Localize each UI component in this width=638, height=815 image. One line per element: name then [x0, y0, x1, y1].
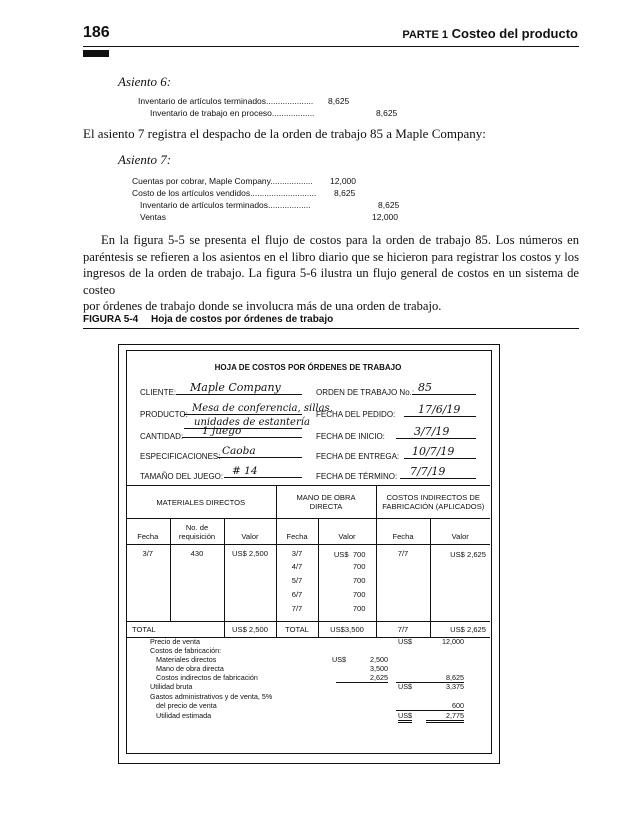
gastos-admin-label-2: del precio de venta: [156, 701, 217, 710]
cliente-label: CLIENTE:: [140, 388, 177, 397]
gastos-admin-label: Gastos administrativos y de venta, 5%: [150, 692, 273, 701]
costos-fabricacion-label: Costos de fabricación:: [150, 646, 222, 655]
cell-valor-mat: [224, 601, 276, 615]
asiento-6-line1: Inventario de artículos terminados....................: [138, 96, 314, 106]
asiento-7-line1-debit: 12,000: [330, 176, 356, 186]
tamano-label: TAMAÑO DEL JUEGO:: [140, 472, 224, 481]
cell-requisicion: [170, 587, 224, 601]
cell-fecha-mo: 5/7: [276, 573, 318, 587]
cell-fecha-mo: 6/7: [276, 587, 318, 601]
utilidad-bruta-value: 3,375: [446, 682, 464, 691]
inicio-label: FECHA DE INICIO:: [316, 432, 385, 441]
paragraph-line-4: por órdenes de trabajo donde se involucra más de una orden de trabajo.: [83, 299, 442, 313]
running-head: [402, 26, 578, 41]
figure-title: Hoja de costos por órdenes de trabajo: [150, 314, 334, 325]
cell-fecha-mo: 7/7: [276, 601, 318, 615]
column-header-valor-mat: Valor: [224, 519, 276, 545]
especificaciones-label: ESPECIFICACIONES:: [140, 452, 221, 461]
table-column-header-row: [126, 519, 490, 545]
asiento-7-line3: Inventario de artículos terminados..................: [140, 200, 311, 210]
part-title: Costeo del producto: [451, 26, 578, 41]
utilidad-bruta-label: Utilidad bruta: [150, 682, 193, 691]
table-group-header-row: [126, 486, 490, 519]
group-header-mano-obra: MANO DE OBRA DIRECTA: [276, 486, 376, 519]
page-number: 186: [83, 24, 110, 41]
total-value-mo: US$3,500: [318, 621, 376, 637]
cell-valor-ci: [430, 587, 490, 601]
group-header-materiales: MATERIALES DIRECTOS: [126, 486, 276, 519]
figure-label: FIGURA 5-4: [83, 314, 139, 325]
total-value-ci: US$ 2,625: [430, 621, 490, 637]
especificaciones-value: Caoba: [218, 445, 302, 458]
cell-fecha-mat: [126, 587, 170, 601]
mano-obra-value: 3,500: [370, 664, 388, 673]
column-header-valor-mo: Valor: [318, 519, 376, 545]
gastos-admin-value: 600: [396, 701, 464, 711]
group-header-costos-indirectos: COSTOS INDIRECTOS DE FABRICACIÓN (APLICADOS): [376, 486, 490, 519]
cell-valor-mo: 700: [318, 601, 376, 615]
asiento-7-line4: Ventas: [140, 212, 166, 222]
paragraph-line-2: paréntesis se refieren a los asientos en el libro diario que se hicieron para registrar los costos y los: [83, 249, 579, 264]
table-row: [126, 559, 490, 573]
total-label-mat: TOTAL: [126, 621, 224, 637]
asiento-6-line1-debit: 8,625: [328, 96, 350, 106]
orden-label: ORDEN DE TRABAJO No.:: [316, 388, 415, 397]
cell-fecha-mo: 4/7: [276, 559, 318, 573]
mano-obra-label: Mano de obra directa: [156, 664, 224, 673]
paragraph-line-1: En la figura 5-5 se presenta el flujo de costos para la orden de trabajo 85. Los números en: [101, 233, 579, 247]
table-row: [126, 545, 490, 560]
header-rule: [83, 46, 579, 47]
cell-fecha-mat: [126, 559, 170, 573]
utilidad-estimada-value: 2,775: [426, 711, 464, 723]
figure-caption-rule: [83, 328, 579, 329]
cell-requisicion: [170, 559, 224, 573]
producto-label: PRODUCTO:: [140, 410, 188, 419]
table-row: [126, 573, 490, 587]
pedido-label: FECHA DEL PEDIDO:: [316, 410, 396, 419]
table-row: [126, 587, 490, 601]
costos-indirectos-value: 2,625: [336, 673, 388, 683]
cell-valor-mo: 700: [318, 559, 376, 573]
cantidad-label: CANTIDAD:: [140, 432, 184, 441]
entrega-value: 10/7/19: [404, 445, 476, 459]
asiento-6-label: Asiento 6:: [118, 74, 172, 89]
total-date-ci: 7/7: [376, 621, 430, 637]
cell-valor-mat: [224, 587, 276, 601]
asiento-6-line2-credit: 8,625: [376, 108, 398, 118]
materiales-label: Materiales directos: [156, 655, 217, 664]
asiento-7-line3-credit: 8,625: [378, 200, 400, 210]
column-header-fecha-ci: Fecha: [376, 519, 430, 545]
asiento-7-line2-debit: 8,625: [334, 188, 356, 198]
utilidad-estimada-currency: US$: [398, 711, 412, 723]
column-header-fecha-mat: Fecha: [126, 519, 170, 545]
asiento-7-line1: Cuentas por cobrar, Maple Company..................: [132, 176, 313, 186]
cell-valor-ci: [430, 601, 490, 615]
utilidad-bruta-currency: US$: [398, 682, 412, 691]
cell-fecha-ci: [376, 587, 430, 601]
cell-fecha-ci: [376, 601, 430, 615]
producto-value-1: Mesa de conferencia, sillas,: [184, 403, 302, 415]
cell-requisicion: [170, 573, 224, 587]
asiento-6-line2: Inventario de trabajo en proceso..................: [150, 108, 315, 118]
inicio-value: 3/7/19: [396, 425, 476, 439]
table-row: [126, 601, 490, 615]
paragraph-line-3: ingresos de la orden de trabajo. La figura 5-6 ilustra un flujo general de costos en un sistema de costeo: [83, 266, 579, 297]
cell-requisicion: [170, 601, 224, 615]
costos-indirectos-label: Costos indirectos de fabricación: [156, 673, 258, 682]
column-header-fecha-mo: Fecha: [276, 519, 318, 545]
entrega-label: FECHA DE ENTREGA:: [316, 452, 400, 461]
utilidad-estimada-label: Utilidad estimada: [156, 711, 212, 720]
cell-valor-ci: [430, 573, 490, 587]
cliente-value: Maple Company: [176, 381, 302, 395]
cell-fecha-mo: 3/7: [276, 545, 318, 560]
precio-venta-currency: US$: [398, 637, 412, 646]
tamano-value: # 14: [224, 465, 302, 478]
sheet-title: HOJA DE COSTOS POR ÓRDENES DE TRABAJO: [214, 363, 402, 372]
cell-valor-mat: [224, 573, 276, 587]
pedido-value: 17/6/19: [404, 403, 476, 417]
cell-fecha-mat: [126, 573, 170, 587]
asiento-7-line4-credit: 12,000: [372, 212, 398, 222]
summary: [126, 630, 490, 750]
cell-valor-mat: US$ 2,500: [224, 545, 276, 560]
cantidad-value: 1 juego: [182, 425, 302, 438]
cell-valor-mo: US$ 700: [318, 545, 376, 560]
cell-fecha-ci: [376, 573, 430, 587]
total-value-mat: US$ 2,500: [224, 621, 276, 637]
cell-fecha-mat: 3/7: [126, 545, 170, 560]
table-body: [126, 545, 490, 622]
paragraph-asiento-7-intro: El asiento 7 registra el despacho de la orden de trabajo 85 a Maple Company:: [83, 126, 486, 141]
cell-fecha-ci: [376, 559, 430, 573]
asiento-7-line2: Costo de los artículos vendidos............................: [132, 188, 317, 198]
cell-fecha-ci: 7/7: [376, 545, 430, 560]
column-header-requisicion: No. de requisición: [170, 519, 224, 545]
termino-value: 7/7/19: [400, 465, 476, 479]
cell-valor-mo: 700: [318, 587, 376, 601]
materiales-currency: US$: [332, 655, 346, 664]
cell-valor-mo: 700: [318, 573, 376, 587]
total-label-mo: TOTAL: [276, 621, 318, 637]
part-label: PARTE 1: [402, 29, 448, 41]
asiento-7-label: Asiento 7:: [118, 152, 172, 167]
cell-requisicion: 430: [170, 545, 224, 560]
cell-valor-ci: US$ 2,625: [450, 549, 486, 559]
column-header-valor-ci: Valor: [430, 519, 490, 545]
producto-value-2: unidades de estantería: [184, 417, 302, 429]
cost-table: [126, 485, 490, 638]
costos-total-value: 8,625: [396, 673, 464, 683]
materiales-value: 2,500: [370, 655, 388, 664]
cell-valor-ci: [430, 559, 490, 573]
orden-value: 85: [412, 381, 476, 395]
cell-valor-mat: [224, 559, 276, 573]
precio-venta-value: 12,000: [442, 637, 464, 646]
termino-label: FECHA DE TÉRMINO:: [316, 472, 398, 481]
precio-venta-label: Precio de venta: [150, 637, 200, 646]
paragraph-flujo-costos: [83, 232, 579, 315]
header-bar: [83, 50, 109, 57]
figure-caption: [83, 314, 333, 325]
cell-fecha-mat: [126, 601, 170, 615]
